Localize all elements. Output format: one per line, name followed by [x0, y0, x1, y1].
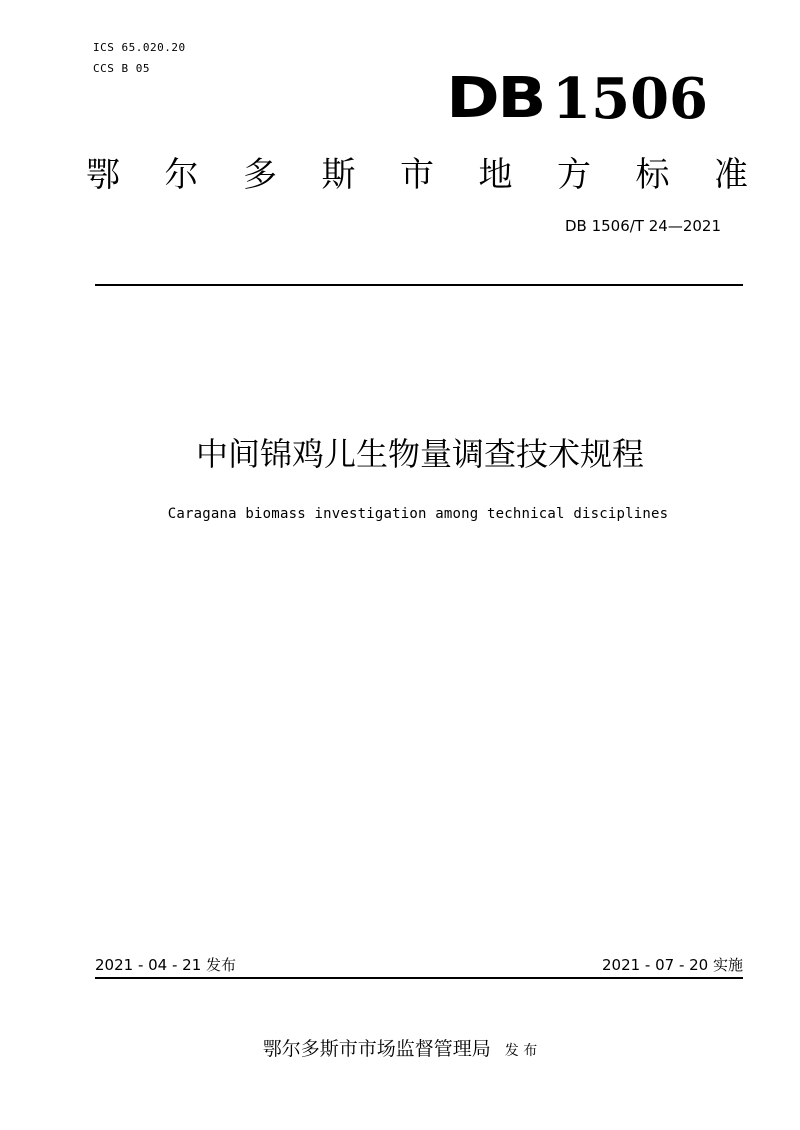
title-char: 标 — [635, 155, 670, 195]
bottom-divider — [95, 977, 743, 979]
title-char: 市 — [400, 155, 434, 195]
title-char: 鄂 — [86, 155, 120, 195]
title-char: 斯 — [321, 155, 356, 195]
top-divider — [95, 284, 743, 286]
publisher-name: 鄂尔多斯市市场监督管理局 — [262, 1038, 491, 1060]
issue-date: 2021 - 04 - 21 发布 — [95, 956, 237, 974]
publisher-line — [0, 1034, 800, 1061]
title-char: 地 — [478, 155, 513, 195]
ics-code: ICS 65.020.20 — [93, 41, 186, 54]
implementation-date: 2021 - 07 - 20 实施 — [601, 956, 743, 974]
document-title-english: Caragana biomass investigation among technical disciplines — [167, 506, 669, 522]
standard-logo — [446, 64, 708, 134]
ccs-code: CCS B 05 — [93, 62, 150, 75]
standard-category-title — [86, 152, 748, 198]
logo-prefix: DB — [446, 66, 545, 131]
title-char: 多 — [243, 155, 277, 195]
title-char: 尔 — [164, 155, 199, 195]
logo-code: 1506 — [552, 66, 708, 132]
standard-number: DB 1506/T 24—2021 — [564, 217, 721, 235]
title-char: 准 — [714, 155, 748, 195]
title-char: 方 — [557, 155, 591, 195]
publish-label: 发 布 — [504, 1043, 538, 1059]
document-title-chinese: 中间锦鸡儿生物量调查技术规程 — [195, 435, 644, 473]
